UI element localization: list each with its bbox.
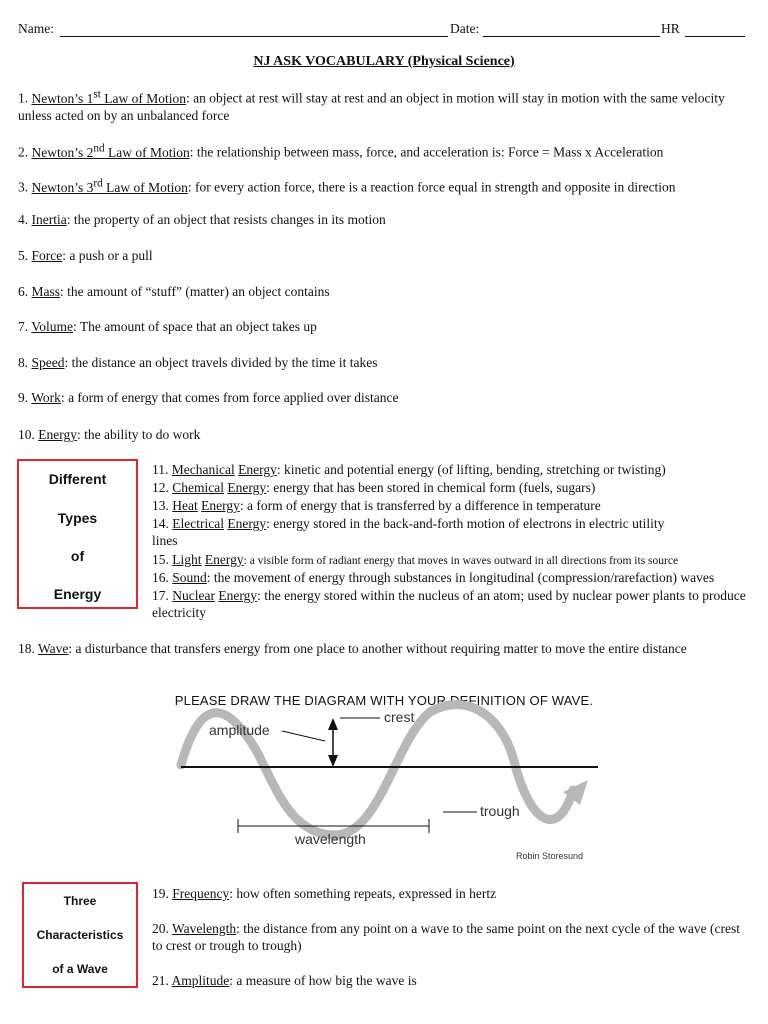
wave-box-line-2: Characteristics [36, 928, 124, 942]
vocab-entry-2: 2. Newton’s 2nd Law of Motion: the relationship between mass, force, and acceleration is: Force = Mass x Acceleration [18, 142, 664, 160]
vocab-entry-3: 3. Newton’s 3rd Law of Motion: for every action force, there is a reaction force equal in strength and opposite in direction [18, 177, 676, 195]
energy-entry-12: 12. Chemical Energy: energy that has been stored in chemical form (fuels, sugars) [152, 480, 596, 495]
name-label: Name: [18, 21, 54, 36]
energy-box-line-1: Different [48, 471, 107, 487]
vocab-entry-9: 9. Work: a form of energy that comes from force applied over distance [18, 390, 399, 405]
crest-label: crest [384, 709, 415, 725]
vocab-entry-6: 6. Mass: the amount of “stuff” (matter) an object contains [18, 284, 330, 299]
energy-entry-16: 16. Sound: the movement of energy through substances in longitudinal (compression/rarefaction) waves [152, 570, 715, 585]
energy-entry-15: 15. Light Energy: a visible form of radiant energy that moves in waves outward in all directions from its source [152, 552, 679, 567]
wavelength-label: wavelength [295, 831, 366, 847]
vocab-entry-7: 7. Volume: The amount of space that an object takes up [18, 319, 317, 334]
wave-box-line-1: Three [63, 894, 97, 908]
hr-label: HR [661, 21, 680, 36]
image-credit: Robin Storesund [516, 851, 584, 861]
wave-box-line-3: of a Wave [52, 962, 108, 976]
energy-box-line-4: Energy [53, 586, 102, 602]
energy-entry-17: 17. Nuclear Energy: the energy stored within the nucleus of an atom; used by nuclear power plants to produce electricity [152, 588, 746, 620]
vocab-entry-10: 10. Energy: the ability to do work [18, 427, 201, 442]
vocab-entry-5: 5. Force: a push or a pull [18, 248, 153, 263]
vocab-entry-19: 19. Frequency: how often something repeats, expressed in hertz [152, 886, 497, 901]
vocab-entry-4: 4. Inertia: the property of an object that resists changes in its motion [18, 212, 386, 227]
energy-box-line-3: of [70, 548, 85, 564]
vocab-entry-1: 1. Newton’s 1st Law of Motion: an object at rest will stay at rest and an object in motion will stay in motion with the same velocity unless acted on by an unbalanced force [18, 88, 725, 123]
amplitude-pointer [282, 731, 325, 741]
vocab-entry-20: 20. Wavelength: the distance from any point on a wave to the same point on the next cycle of the wave (crest to crest or trough to trough) [152, 921, 740, 953]
vocab-entry-8: 8. Speed: the distance an object travels divided by the time it takes [18, 355, 378, 370]
energy-entry-11: 11. Mechanical Energy: kinetic and potential energy (of lifting, bending, stretching or twisting) [152, 462, 666, 477]
energy-entry-13: 13. Heat Energy: a form of energy that is transferred by a difference in temperature [152, 498, 601, 513]
vocab-entry-18: 18. Wave: a disturbance that transfers energy from one place to another without requiring matter to move the entire distance [18, 641, 687, 656]
page-title: NJ ASK VOCABULARY (Physical Science) [253, 54, 515, 69]
date-label: Date: [450, 21, 480, 36]
amplitude-label: amplitude [209, 722, 270, 738]
trough-label: trough [480, 803, 520, 819]
energy-entry-14: 14. Electrical Energy: energy stored in the back-and-forth motion of electrons in electric utility lines [152, 516, 665, 548]
diagram-caption: PLEASE DRAW THE DIAGRAM WITH YOUR DEFINITION OF WAVE. [174, 693, 594, 708]
vocab-entry-21: 21. Amplitude: a measure of how big the wave is [152, 973, 417, 988]
wave-characteristics-box [22, 882, 138, 988]
energy-box-line-2: Types [57, 510, 98, 526]
